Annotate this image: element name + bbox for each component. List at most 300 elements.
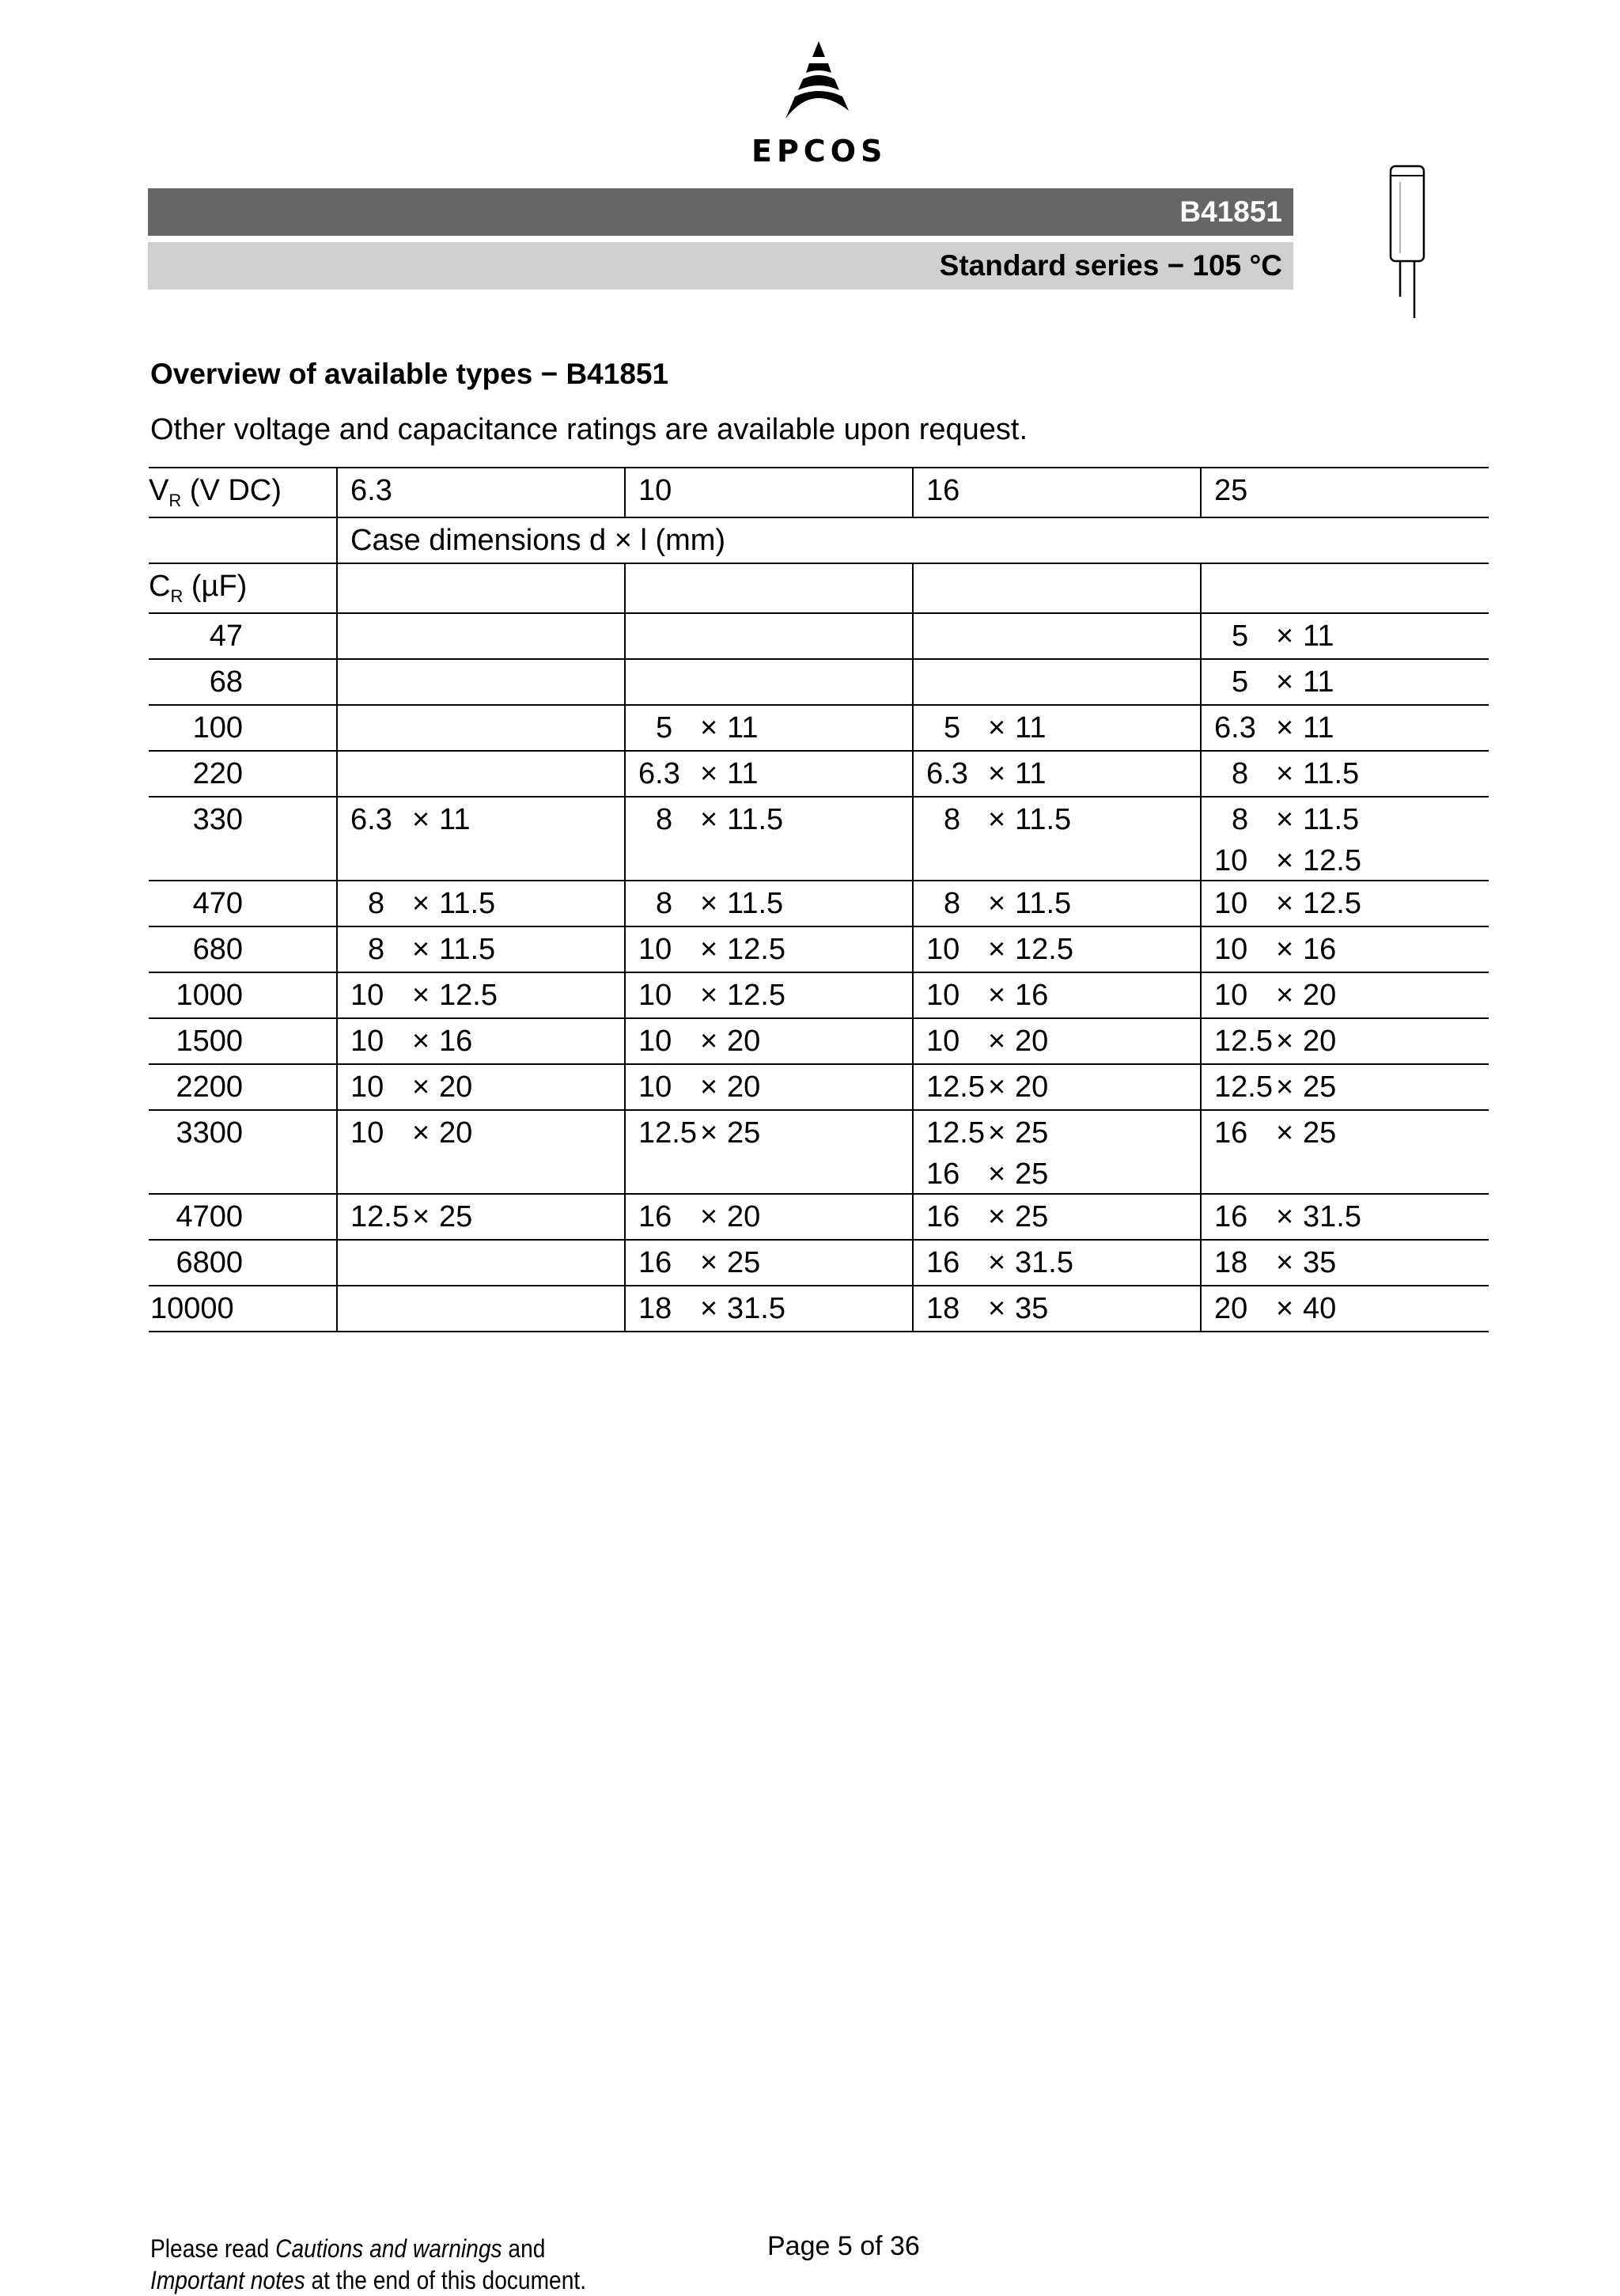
capacitance-value: 4700	[176, 1200, 243, 1233]
case-dimension	[926, 1152, 1200, 1193]
diameter-value: 5	[944, 711, 961, 744]
times-symbol: ×	[412, 1070, 430, 1104]
capacitance-cell	[149, 1194, 337, 1240]
cr-header-row	[149, 563, 1489, 613]
length-value: 16	[1303, 933, 1337, 966]
capacitance-cell	[149, 705, 337, 751]
diameter-value: 10	[350, 1070, 384, 1104]
case-dimension-cell	[625, 1110, 913, 1194]
table-row	[149, 705, 1489, 751]
case-dimension-cell	[625, 705, 913, 751]
diameter-value: 16	[926, 1157, 960, 1191]
case-dimension	[1214, 706, 1489, 747]
table-row	[149, 1064, 1489, 1110]
times-symbol: ×	[1276, 1246, 1294, 1279]
times-symbol: ×	[988, 887, 1006, 920]
case-dimension-cell	[625, 659, 913, 705]
times-symbol: ×	[700, 1116, 718, 1150]
table-row	[149, 881, 1489, 926]
case-dimension	[638, 798, 912, 839]
case-dimension-cell	[913, 705, 1201, 751]
table-row	[149, 926, 1489, 972]
length-value: 16	[439, 1025, 473, 1058]
diameter-value: 20	[1214, 1292, 1248, 1325]
times-symbol: ×	[1276, 844, 1294, 877]
diameter-value: 10	[638, 979, 672, 1012]
times-symbol: ×	[700, 711, 718, 744]
diameter-value: 10	[350, 1025, 384, 1058]
case-dimension-cell	[337, 972, 625, 1018]
case-dimension-cell	[1201, 613, 1489, 659]
capacitance-value: 3300	[176, 1116, 243, 1150]
capacitance-value: 680	[192, 933, 243, 966]
vr-label: V	[149, 474, 169, 507]
case-dimension	[638, 1241, 912, 1282]
length-value: 20	[727, 1025, 761, 1058]
diameter-value: 16	[926, 1200, 960, 1233]
length-value: 20	[1303, 1025, 1337, 1058]
times-symbol: ×	[988, 1246, 1006, 1279]
section-subtitle: Other voltage and capacitance ratings are available upon request.	[150, 413, 1028, 446]
length-value: 11	[1303, 619, 1334, 653]
case-dimension-cell	[913, 659, 1201, 705]
length-value: 35	[1015, 1292, 1049, 1325]
case-dimension-cell	[625, 751, 913, 797]
table-row	[149, 1194, 1489, 1240]
case-dimension-cell	[337, 1286, 625, 1332]
empty-cell	[149, 517, 337, 563]
overview-table	[149, 467, 1489, 1332]
length-value: 11	[1303, 711, 1334, 744]
times-symbol: ×	[700, 1292, 718, 1325]
case-dimension-cell	[625, 613, 913, 659]
capacitance-cell	[149, 659, 337, 705]
diameter-value: 10	[1214, 844, 1248, 877]
capacitance-value: 2200	[176, 1070, 243, 1104]
diameter-value: 12.5	[350, 1200, 409, 1233]
case-dimension-cell	[913, 1018, 1201, 1064]
capacitance-value: 220	[192, 757, 243, 790]
case-dimension	[926, 798, 1200, 839]
cr-label-cell	[149, 563, 337, 613]
diameter-value: 8	[656, 803, 673, 836]
case-dimension	[926, 1286, 1200, 1328]
case-dimension-cell	[1201, 659, 1489, 705]
length-value: 11.5	[1303, 803, 1360, 836]
table-row	[149, 1286, 1489, 1332]
footer-cautions-link: Cautions and warnings	[275, 2234, 502, 2263]
times-symbol: ×	[1276, 619, 1294, 653]
case-dimension	[926, 1241, 1200, 1282]
diameter-value: 18	[638, 1292, 672, 1325]
footer-text: at the end of this document.	[305, 2266, 587, 2294]
length-value: 12.5	[1303, 887, 1361, 920]
voltage-header: 25	[1201, 468, 1489, 517]
length-value: 12.5	[727, 979, 785, 1012]
times-symbol: ×	[700, 1200, 718, 1233]
diameter-value: 5	[656, 711, 673, 744]
cr-label: C	[149, 570, 171, 603]
diameter-value: 10	[1214, 887, 1248, 920]
diameter-value: 18	[926, 1292, 960, 1325]
times-symbol: ×	[412, 1025, 430, 1058]
times-symbol: ×	[1276, 1292, 1294, 1325]
diameter-value: 16	[638, 1200, 672, 1233]
times-symbol: ×	[412, 1116, 430, 1150]
capacitance-cell	[149, 797, 337, 881]
case-dimension-cell	[1201, 1110, 1489, 1194]
empty-cell	[913, 563, 1201, 613]
times-symbol: ×	[412, 887, 430, 920]
case-dimension-cell	[913, 751, 1201, 797]
case-dimension-cell	[337, 926, 625, 972]
capacitance-value: 1500	[176, 1025, 243, 1058]
case-dimension	[638, 1195, 912, 1236]
case-dimension-cell	[337, 1110, 625, 1194]
case-dimension-cell	[1201, 1240, 1489, 1286]
case-dimension	[638, 1111, 912, 1152]
voltage-header: 6.3	[337, 468, 625, 517]
footer-text: Please read	[150, 2234, 276, 2263]
case-dimension	[1214, 1065, 1489, 1106]
times-symbol: ×	[700, 979, 718, 1012]
epcos-logo	[751, 40, 888, 169]
diameter-value: 12.5	[1214, 1070, 1273, 1104]
case-dimension-cell	[625, 797, 913, 881]
diameter-value: 5	[1232, 665, 1249, 699]
diameter-value: 8	[1232, 803, 1249, 836]
case-dimension-cell	[337, 613, 625, 659]
table-row	[149, 1018, 1489, 1064]
length-value: 25	[727, 1246, 761, 1279]
section-title: Overview of available types − B41851	[150, 358, 669, 390]
capacitance-cell	[149, 926, 337, 972]
capacitance-cell	[149, 1110, 337, 1194]
capacitance-value: 330	[192, 803, 243, 836]
times-symbol: ×	[1276, 1116, 1294, 1150]
epcos-logo-icon	[771, 40, 866, 131]
case-dimension	[926, 1065, 1200, 1106]
case-dimension	[638, 881, 912, 923]
length-value: 11	[727, 711, 759, 744]
length-value: 20	[1015, 1070, 1049, 1104]
footer-note	[150, 2233, 586, 2296]
diameter-value: 6.3	[1214, 711, 1256, 744]
case-dimension	[1214, 614, 1489, 655]
length-value: 31.5	[727, 1292, 785, 1325]
case-dimension-cell	[625, 972, 913, 1018]
capacitance-value: 68	[209, 665, 243, 699]
length-value: 16	[1015, 979, 1049, 1012]
table-row	[149, 972, 1489, 1018]
length-value: 20	[439, 1116, 473, 1150]
case-dimension	[638, 706, 912, 747]
case-dimension-cell	[625, 926, 913, 972]
times-symbol: ×	[412, 803, 430, 836]
times-symbol: ×	[1276, 887, 1294, 920]
case-dimension	[350, 1019, 624, 1060]
case-dimension-cell	[1201, 926, 1489, 972]
cr-label-unit: (µF)	[183, 570, 248, 603]
capacitance-value: 6800	[176, 1246, 243, 1279]
case-dimension-cell	[913, 1286, 1201, 1332]
case-dimension-cell	[1201, 1064, 1489, 1110]
diameter-value: 6.3	[926, 757, 968, 790]
case-dimension-cell	[337, 1018, 625, 1064]
case-dimension-cell	[913, 1110, 1201, 1194]
times-symbol: ×	[412, 933, 430, 966]
length-value: 12.5	[1303, 844, 1361, 877]
diameter-value: 10	[1214, 979, 1248, 1012]
case-dimension-cell	[1201, 797, 1489, 881]
times-symbol: ×	[988, 803, 1006, 836]
length-value: 40	[1303, 1292, 1337, 1325]
case-dimension-cell	[913, 972, 1201, 1018]
diameter-value: 10	[638, 1025, 672, 1058]
case-dimension	[1214, 660, 1489, 701]
case-dimension-cell	[1201, 972, 1489, 1018]
case-dimension-cell	[337, 659, 625, 705]
length-value: 11.5	[1015, 803, 1072, 836]
capacitance-value: 47	[209, 619, 243, 653]
diameter-value: 12.5	[926, 1116, 985, 1150]
length-value: 25	[1015, 1200, 1049, 1233]
diameter-value: 10	[926, 933, 960, 966]
case-dimension	[350, 927, 624, 968]
length-value: 20	[1015, 1025, 1049, 1058]
diameter-value: 10	[638, 933, 672, 966]
capacitance-cell	[149, 751, 337, 797]
times-symbol: ×	[988, 711, 1006, 744]
times-symbol: ×	[700, 803, 718, 836]
case-dimension	[1214, 927, 1489, 968]
diameter-value: 10	[350, 979, 384, 1012]
diameter-value: 10	[350, 1116, 384, 1150]
capacitance-cell	[149, 1286, 337, 1332]
times-symbol: ×	[700, 1070, 718, 1104]
diameter-value: 8	[656, 887, 673, 920]
case-dimension	[1214, 973, 1489, 1014]
case-dimension	[1214, 752, 1489, 793]
capacitance-cell	[149, 972, 337, 1018]
length-value: 11.5	[439, 887, 496, 920]
length-value: 31.5	[1015, 1246, 1073, 1279]
case-dimension	[638, 1019, 912, 1060]
diameter-value: 16	[1214, 1200, 1248, 1233]
length-value: 11	[1015, 757, 1047, 790]
case-dimension	[1214, 839, 1489, 880]
case-dimension	[926, 1019, 1200, 1060]
capacitance-cell	[149, 1240, 337, 1286]
case-dimension	[350, 798, 624, 839]
logo-wordmark: EPCOS	[751, 134, 888, 169]
capacitance-value: 470	[192, 887, 243, 920]
voltage-header: 10	[625, 468, 913, 517]
diameter-value: 16	[926, 1246, 960, 1279]
diameter-value: 8	[1232, 757, 1249, 790]
times-symbol: ×	[988, 1157, 1006, 1191]
length-value: 25	[439, 1200, 473, 1233]
case-dimension-cell	[337, 1064, 625, 1110]
length-value: 25	[1015, 1157, 1049, 1191]
times-symbol: ×	[1276, 933, 1294, 966]
voltage-header-row	[149, 468, 1489, 517]
case-dimension	[926, 881, 1200, 923]
times-symbol: ×	[412, 1200, 430, 1233]
case-dimension-cell	[1201, 881, 1489, 926]
length-value: 11.5	[727, 887, 784, 920]
length-value: 25	[1015, 1116, 1049, 1150]
times-symbol: ×	[988, 1116, 1006, 1150]
case-dimension-cell	[913, 797, 1201, 881]
table-row	[149, 797, 1489, 881]
case-dimension	[926, 1195, 1200, 1236]
times-symbol: ×	[988, 1200, 1006, 1233]
capacitor-icon	[1376, 158, 1440, 324]
length-value: 20	[439, 1070, 473, 1104]
case-dimension-cell	[625, 1240, 913, 1286]
case-dimension	[638, 973, 912, 1014]
length-value: 12.5	[439, 979, 498, 1012]
diameter-value: 10	[926, 1025, 960, 1058]
case-dimension-cell	[913, 881, 1201, 926]
case-dimension-cell	[625, 1194, 913, 1240]
case-dimension	[1214, 798, 1489, 839]
case-dimension	[1214, 1195, 1489, 1236]
series-bar: Standard series − 105 °C	[148, 242, 1293, 290]
diameter-value: 5	[1232, 619, 1249, 653]
times-symbol: ×	[1276, 1200, 1294, 1233]
table-row	[149, 613, 1489, 659]
diameter-value: 18	[1214, 1246, 1248, 1279]
case-dimension	[350, 1065, 624, 1106]
case-dimension-cell	[337, 1194, 625, 1240]
length-value: 11.5	[727, 803, 784, 836]
times-symbol: ×	[1276, 757, 1294, 790]
length-value: 25	[727, 1116, 761, 1150]
vr-label-cell	[149, 468, 337, 517]
times-symbol: ×	[1276, 1070, 1294, 1104]
case-dimension-cell	[337, 881, 625, 926]
times-symbol: ×	[700, 757, 718, 790]
case-dimension-cell	[1201, 1286, 1489, 1332]
case-dimension	[1214, 1111, 1489, 1152]
case-dimension-cell	[1201, 751, 1489, 797]
length-value: 11	[439, 803, 471, 836]
diameter-value: 12.5	[1214, 1025, 1273, 1058]
times-symbol: ×	[988, 933, 1006, 966]
vr-label-unit: (V DC)	[181, 474, 282, 507]
times-symbol: ×	[700, 1246, 718, 1279]
length-value: 11	[1015, 711, 1047, 744]
diameter-value: 10	[926, 979, 960, 1012]
case-dimension-cell	[625, 1286, 913, 1332]
diameter-value: 8	[368, 933, 385, 966]
table-row	[149, 751, 1489, 797]
case-dimension	[350, 881, 624, 923]
case-dimension	[638, 1286, 912, 1328]
case-dimension	[1214, 1241, 1489, 1282]
diameter-value: 16	[638, 1246, 672, 1279]
diameter-value: 8	[944, 887, 961, 920]
case-dimensions-label: Case dimensions d × l (mm)	[337, 517, 1489, 563]
case-dimension-cell	[625, 1064, 913, 1110]
case-dimension-cell	[337, 797, 625, 881]
case-dimension-cell	[625, 1018, 913, 1064]
case-dimension	[926, 927, 1200, 968]
length-value: 12.5	[1015, 933, 1073, 966]
case-dimension	[926, 1111, 1200, 1152]
diameter-value: 12.5	[926, 1070, 985, 1104]
length-value: 25	[1303, 1070, 1337, 1104]
diameter-value: 8	[368, 887, 385, 920]
case-dimension	[1214, 881, 1489, 923]
diameter-value: 8	[944, 803, 961, 836]
case-dimension	[350, 1111, 624, 1152]
case-dimension-cell	[913, 1194, 1201, 1240]
diameter-value: 10	[638, 1070, 672, 1104]
table-row	[149, 659, 1489, 705]
times-symbol: ×	[1276, 803, 1294, 836]
capacitance-value: 10000	[150, 1292, 234, 1325]
times-symbol: ×	[1276, 665, 1294, 699]
case-dim-row	[149, 517, 1489, 563]
cr-label-sub: R	[170, 586, 184, 606]
times-symbol: ×	[1276, 979, 1294, 1012]
part-number-bar: B41851	[148, 188, 1293, 236]
case-dimension-cell	[913, 1240, 1201, 1286]
capacitance-value: 100	[192, 711, 243, 744]
case-dimension-cell	[337, 751, 625, 797]
capacitance-cell	[149, 613, 337, 659]
length-value: 12.5	[727, 933, 785, 966]
length-value: 25	[1303, 1116, 1337, 1150]
table-row	[149, 1110, 1489, 1194]
length-value: 20	[727, 1070, 761, 1104]
length-value: 20	[727, 1200, 761, 1233]
diameter-value: 6.3	[638, 757, 680, 790]
case-dimension	[926, 752, 1200, 793]
diameter-value: 6.3	[350, 803, 392, 836]
case-dimension	[926, 706, 1200, 747]
footer-text: and	[502, 2234, 546, 2263]
case-dimension	[638, 1065, 912, 1106]
capacitance-value: 1000	[176, 979, 243, 1012]
case-dimension-cell	[913, 926, 1201, 972]
case-dimension	[1214, 1019, 1489, 1060]
page-number: Page 5 of 36	[767, 2231, 920, 2261]
capacitance-cell	[149, 881, 337, 926]
case-dimension-cell	[1201, 1194, 1489, 1240]
case-dimension	[638, 927, 912, 968]
times-symbol: ×	[988, 757, 1006, 790]
vr-label-sub: R	[168, 491, 182, 510]
empty-cell	[1201, 563, 1489, 613]
case-dimension	[926, 973, 1200, 1014]
times-symbol: ×	[700, 1025, 718, 1058]
length-value: 11	[727, 757, 759, 790]
length-value: 11	[1303, 665, 1334, 699]
length-value: 35	[1303, 1246, 1337, 1279]
empty-cell	[337, 563, 625, 613]
case-dimension	[350, 973, 624, 1014]
voltage-header: 16	[913, 468, 1201, 517]
times-symbol: ×	[988, 1292, 1006, 1325]
length-value: 31.5	[1303, 1200, 1361, 1233]
case-dimension-cell	[913, 613, 1201, 659]
diameter-value: 10	[1214, 933, 1248, 966]
empty-cell	[625, 563, 913, 613]
